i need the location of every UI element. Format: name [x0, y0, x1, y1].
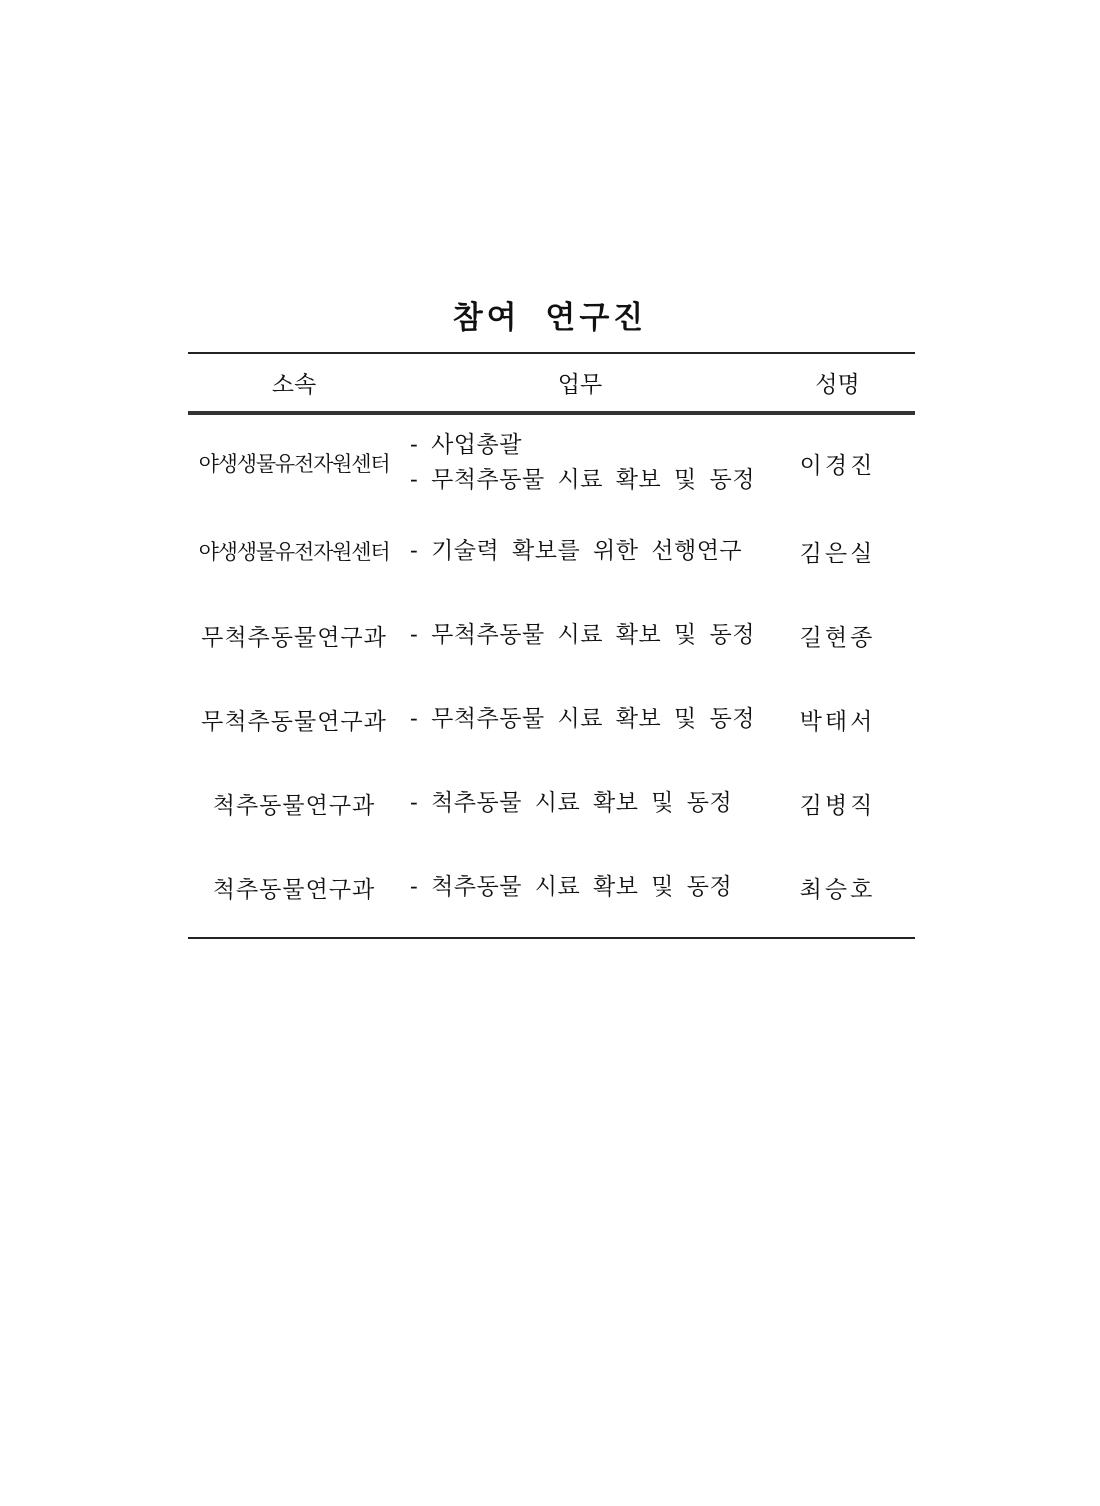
task-cell — [400, 702, 760, 737]
header-affiliation: 소속 — [271, 372, 317, 398]
task-line: - 척추동물 시료 확보 및 동정 — [410, 873, 733, 900]
table-body — [188, 415, 915, 937]
task-line: - 무척추동물 시료 확보 및 동정 — [410, 467, 755, 493]
header-task: 업무 — [557, 372, 603, 398]
task-line: - 사업총괄 — [410, 432, 522, 458]
table-row — [188, 509, 915, 593]
affiliation-cell: 척추동물연구과 — [212, 876, 376, 903]
table-row — [188, 417, 915, 509]
task-cell — [400, 428, 760, 498]
researcher-table — [188, 352, 915, 939]
task-line: - 기술력 확보를 위한 선행연구 — [410, 537, 743, 564]
task-cell — [400, 618, 760, 653]
affiliation-cell: 야생생물유전자원센터 — [198, 452, 390, 476]
task-cell — [400, 786, 760, 821]
name-cell: 김은실 — [799, 540, 876, 567]
task-line: - 척추동물 시료 확보 및 동정 — [410, 789, 733, 816]
task-cell — [400, 870, 760, 905]
table-row — [188, 677, 915, 761]
task-line: - 무척추동물 시료 확보 및 동정 — [410, 705, 755, 732]
page-title: 참여 연구진 — [452, 300, 648, 336]
affiliation-cell: 척추동물연구과 — [212, 792, 376, 819]
name-cell: 김병직 — [799, 792, 876, 819]
affiliation-cell: 야생생물유전자원센터 — [198, 540, 390, 564]
name-cell: 최승호 — [799, 876, 876, 903]
table-row — [188, 845, 915, 929]
task-cell — [400, 534, 760, 569]
header-name: 성명 — [815, 372, 860, 398]
table-row — [188, 761, 915, 845]
name-cell: 길현종 — [799, 624, 876, 651]
table-row — [188, 593, 915, 677]
affiliation-cell: 무척추동물연구과 — [201, 708, 387, 735]
task-line: - 무척추동물 시료 확보 및 동정 — [410, 621, 755, 648]
affiliation-cell: 무척추동물연구과 — [201, 624, 387, 651]
name-cell: 박태서 — [799, 708, 876, 735]
name-cell: 이경진 — [799, 452, 876, 479]
table-header — [188, 354, 915, 415]
